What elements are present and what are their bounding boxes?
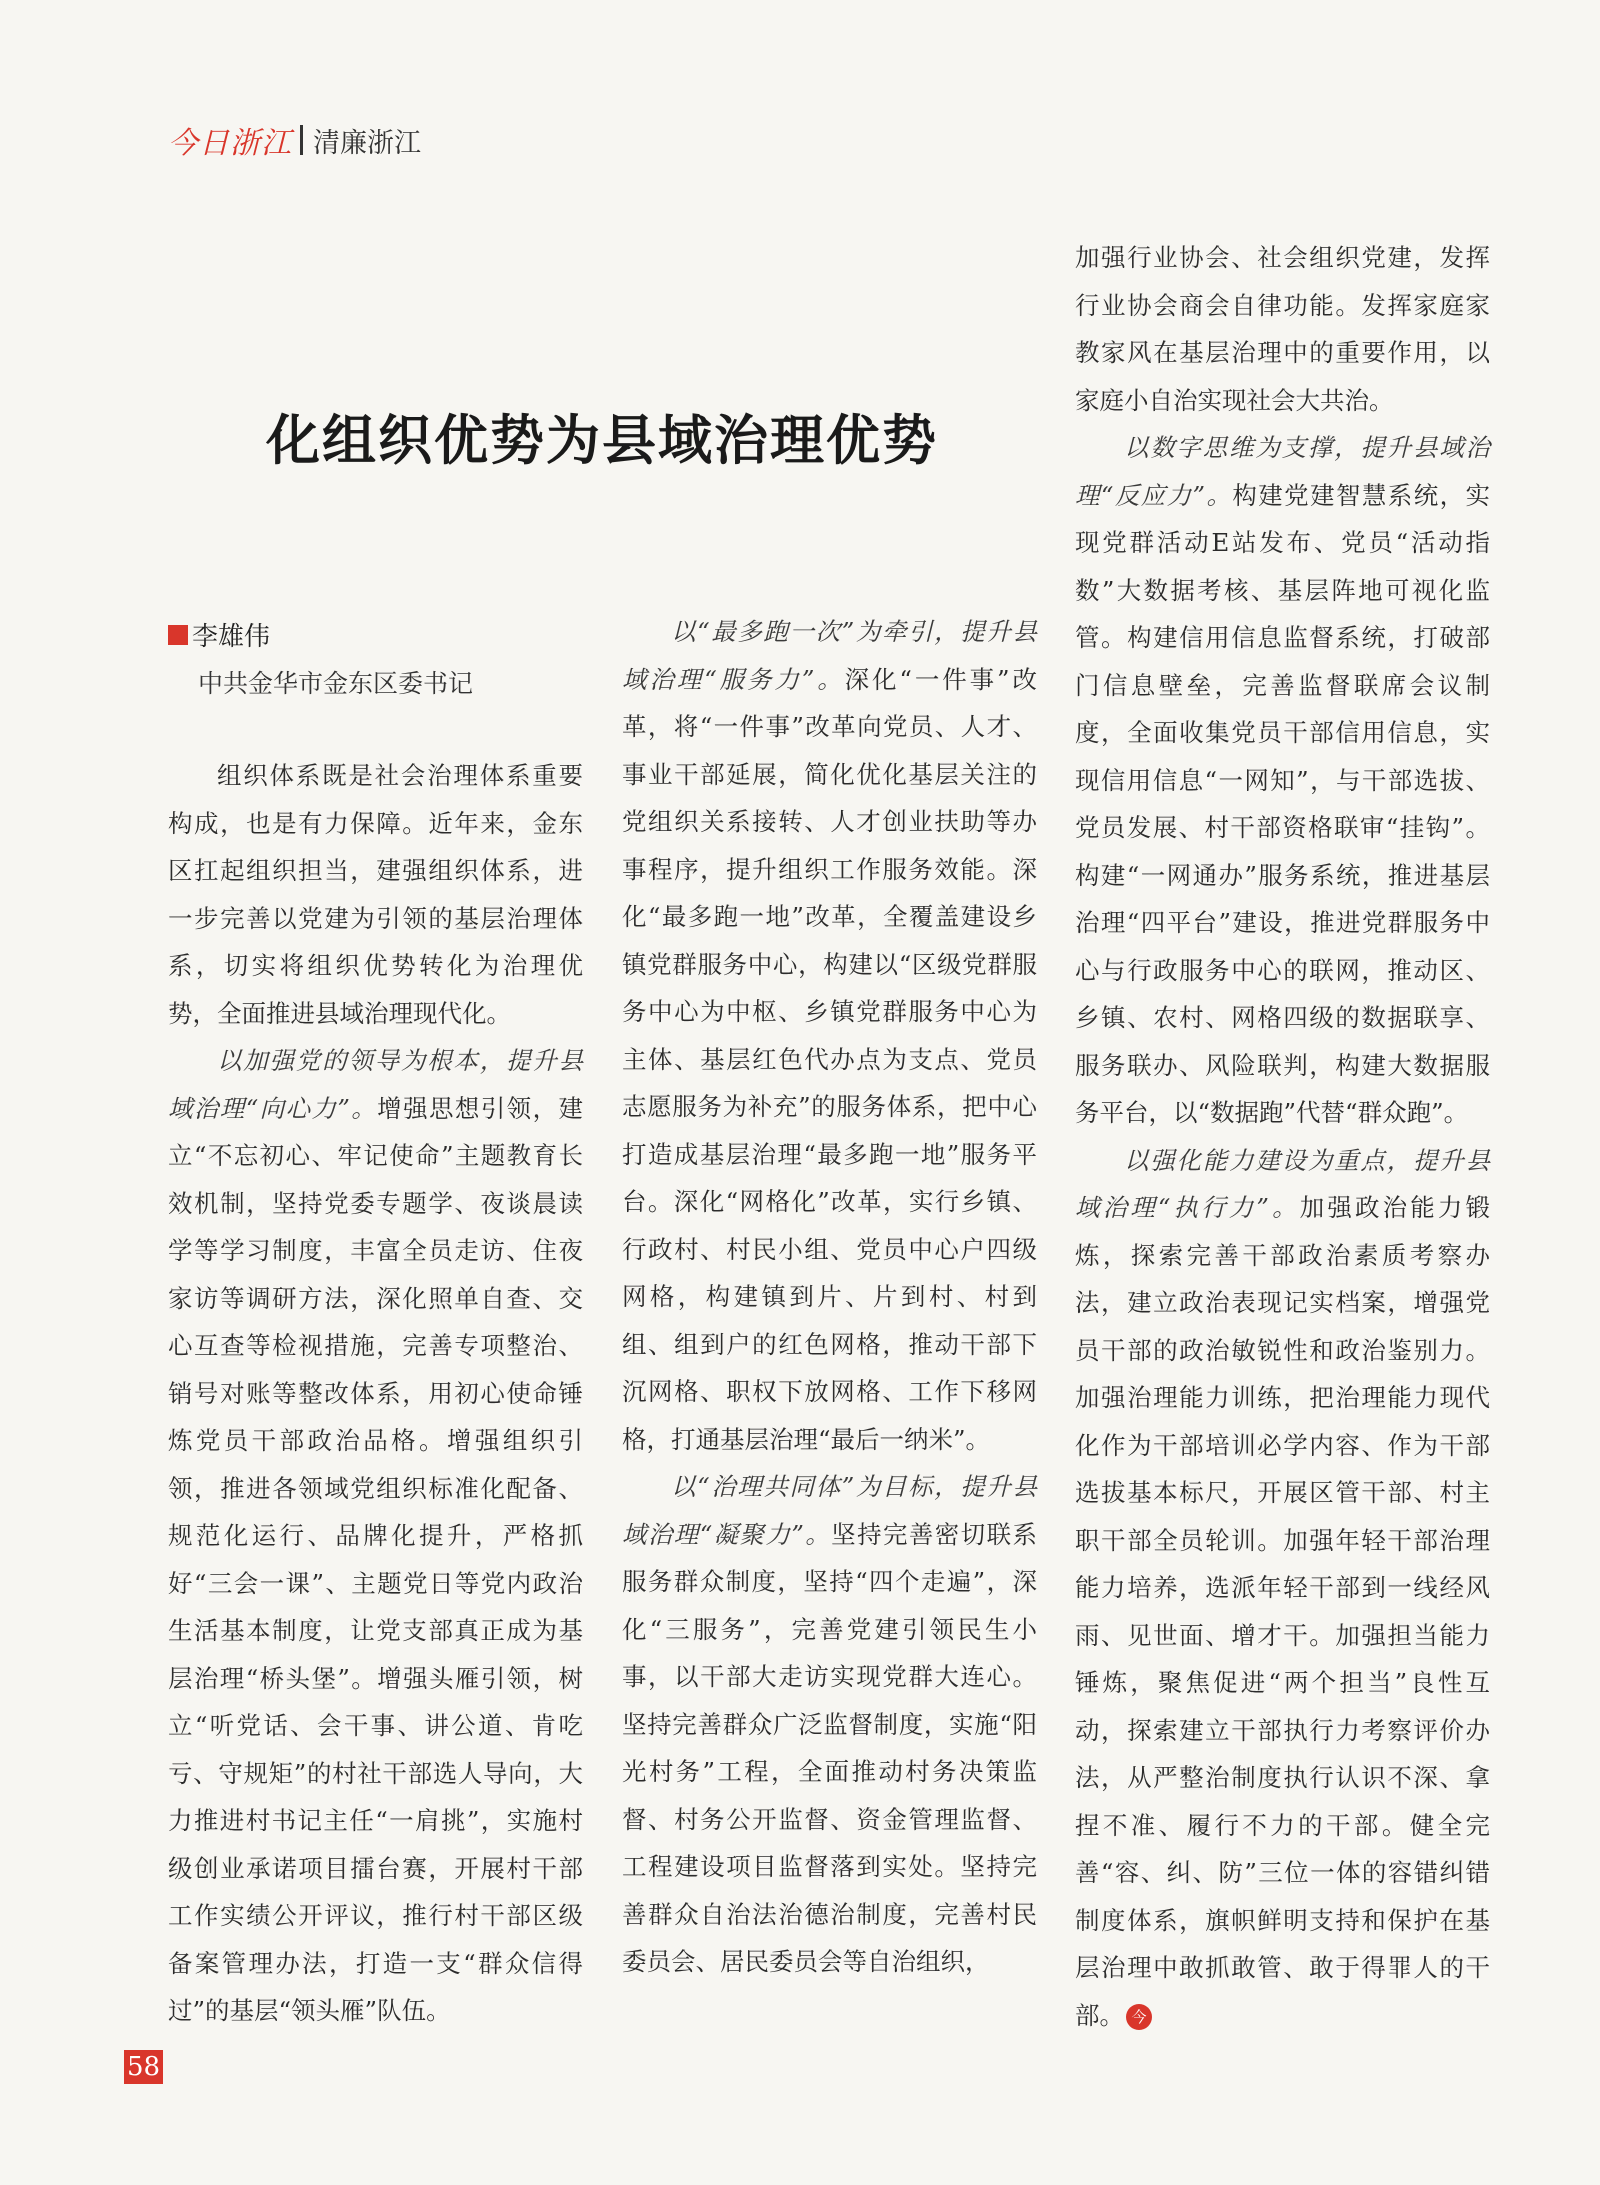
page-header	[168, 118, 421, 162]
section-4-body: 构建党建智慧系统，实现党群活动E站发布、党员“活动指数”大数据考核、基层阵地可视化监管。构建信用信息监督系统，打破部门信息壁垒，完善监督联席会议制度，全面收集党员干部信用信息，实现信用信息“一网知”，与干部选拔、党员发展、村干部资格联审“挂钩”。构建“一网通办”服务系统，推进基层治理“四平台”建设，推进党群服务中心与行政服务中心的联网，推动区、乡镇、农村、网格四级的数据联享、服务联办、风险联判，构建大数据服务平台，以“数据跑”代替“群众跑”。	[1075, 480, 1490, 1127]
section-2-paragraph	[622, 608, 1037, 1463]
section-3-continued: 加强行业协会、社会组织党建，发挥行业协会商会自律功能。发挥家庭家教家风在基层治理中的重要作用，以家庭小自治实现社会大共治。	[1075, 243, 1490, 415]
section-3-paragraph	[622, 1463, 1037, 1986]
header-divider	[300, 125, 303, 155]
section-2-lead: 以“最多跑一次”为牵引，提升县域治理“服务力”。	[622, 617, 1037, 694]
column-2	[622, 608, 1037, 1986]
author-role: 中共金华市金东区委书记	[198, 669, 474, 698]
intro-paragraph: 组织体系既是社会治理体系重要构成，也是有力保障。近年来，金东区扛起组织担当，建强组织体系，进一步完善以党建为引领的基层治理体系，切实将组织优势转化为治理优势，全面推进县域治理现代化。	[168, 761, 583, 1028]
section-1-paragraph	[168, 1037, 583, 2035]
section-4-lead: 以数字思维为支撑，提升县域治理“反应力”。	[1075, 433, 1490, 510]
magazine-logo: 今日浙江	[168, 126, 292, 161]
section-3-body: 坚持完善密切联系服务群众制度，坚持“四个走遍”，深化“三服务”，完善党建引领民生小事，以干部大走访实现党群大连心。坚持完善群众广泛监督制度，实施“阳光村务”工程，全面推动村务决策监督、村务公开监督、资金管理监督、工程建设项目监督落到实处。坚持完善群众自治法治德治制度，完善村民委员会、居民委员会等自治组织，	[622, 1519, 1037, 1976]
section-5-paragraph	[1075, 1137, 1490, 2040]
section-1-body: 增强思想引领，建立“不忘初心、牢记使命”主题教育长效机制，坚持党委专题学、夜谈晨读学等学习制度，丰富全员走访、住夜家访等调研方法，深化照单自查、交心互查等检视措施，完善专项整治、销号对账等整改体系，用初心使命锤炼党员干部政治品格。增强组织引领，推进各领域党组织标准化配备、规范化运行、品牌化提升，严格抓好“三会一课”、主题党日等党内政治生活基本制度，让党支部真正成为基层治理“桥头堡”。增强头雁引领，树立“听党话、会干事、讲公道、肯吃亏、守规矩”的村社干部选人导向，大力推进村书记主任“一肩挑”，实施村级创业承诺项目擂台赛，开展村干部工作实绩公开评议，推行村干部区级备案管理办法，打造一支“群众信得过”的基层“领头雁”队伍。	[168, 1093, 583, 2025]
section-5-lead: 以强化能力建设为重点，提升县域治理“执行力”。	[1075, 1145, 1490, 1222]
section-name: 清廉浙江	[313, 127, 421, 159]
section-2-body: 深化“一件事”改革，将“一件事”改革向党员、人才、事业干部延展，简化优化基层关注的党组织关系接转、人才创业扶助等办事程序，提升组织工作服务效能。深化“最多跑一地”改革，全覆盖建设乡镇党群服务中心，构建以“区级党群服务中心为中枢、乡镇党群服务中心为主体、基层红色代办点为支点、党员志愿服务为补充”的服务体系，把中心打造成基层治理“最多跑一地”服务平台。深化“网格化”改革，实行乡镇、行政村、村民小组、党员中心户四级网格，构建镇到片、片到村、村到组、组到户的红色网格，推动干部下沉网格、职权下放网格、工作下移网格，打通基层治理“最后一纳米”。	[622, 664, 1037, 1454]
author-name: 李雄伟	[192, 622, 271, 652]
section-4-paragraph	[1075, 424, 1490, 1137]
end-mark-icon: 今	[1126, 2004, 1152, 2030]
section-5-body: 加强政治能力锻炼，探索完善干部政治素质考察办法，建立政治表现记实档案，增强党员干部的政治敏锐性和政治鉴别力。加强治理能力训练，把治理能力现代化作为干部培训必学内容、作为干部选拔基本标尺，开展区管干部、村主职干部全员轮训。加强年轻干部治理能力培养，选派年轻干部到一线经风雨、见世面、增才干。加强担当能力锤炼，聚焦促进“两个担当”良性互动，探索建立干部执行力考察评价办法，从严整治制度执行认识不深、拿捏不准、履行不力的干部。健全完善“容、纠、防”三位一体的容错纠错制度体系，旗帜鲜明支持和保护在基层治理中敢抓敢管、敢于得罪人的干部。	[1075, 1193, 1490, 2030]
column-3	[1075, 234, 1490, 2039]
page-number: 58	[124, 2050, 163, 2084]
author-line	[168, 616, 270, 653]
section-1-lead: 以加强党的领导为根本，提升县域治理“向心力”。	[168, 1046, 583, 1123]
author-marker-icon	[168, 625, 188, 645]
section-3-lead: 以“治理共同体”为目标，提升县域治理“凝聚力”。	[622, 1472, 1037, 1549]
column-1	[168, 752, 583, 2035]
article-title: 化组织优势为县域治理优势	[266, 409, 938, 472]
